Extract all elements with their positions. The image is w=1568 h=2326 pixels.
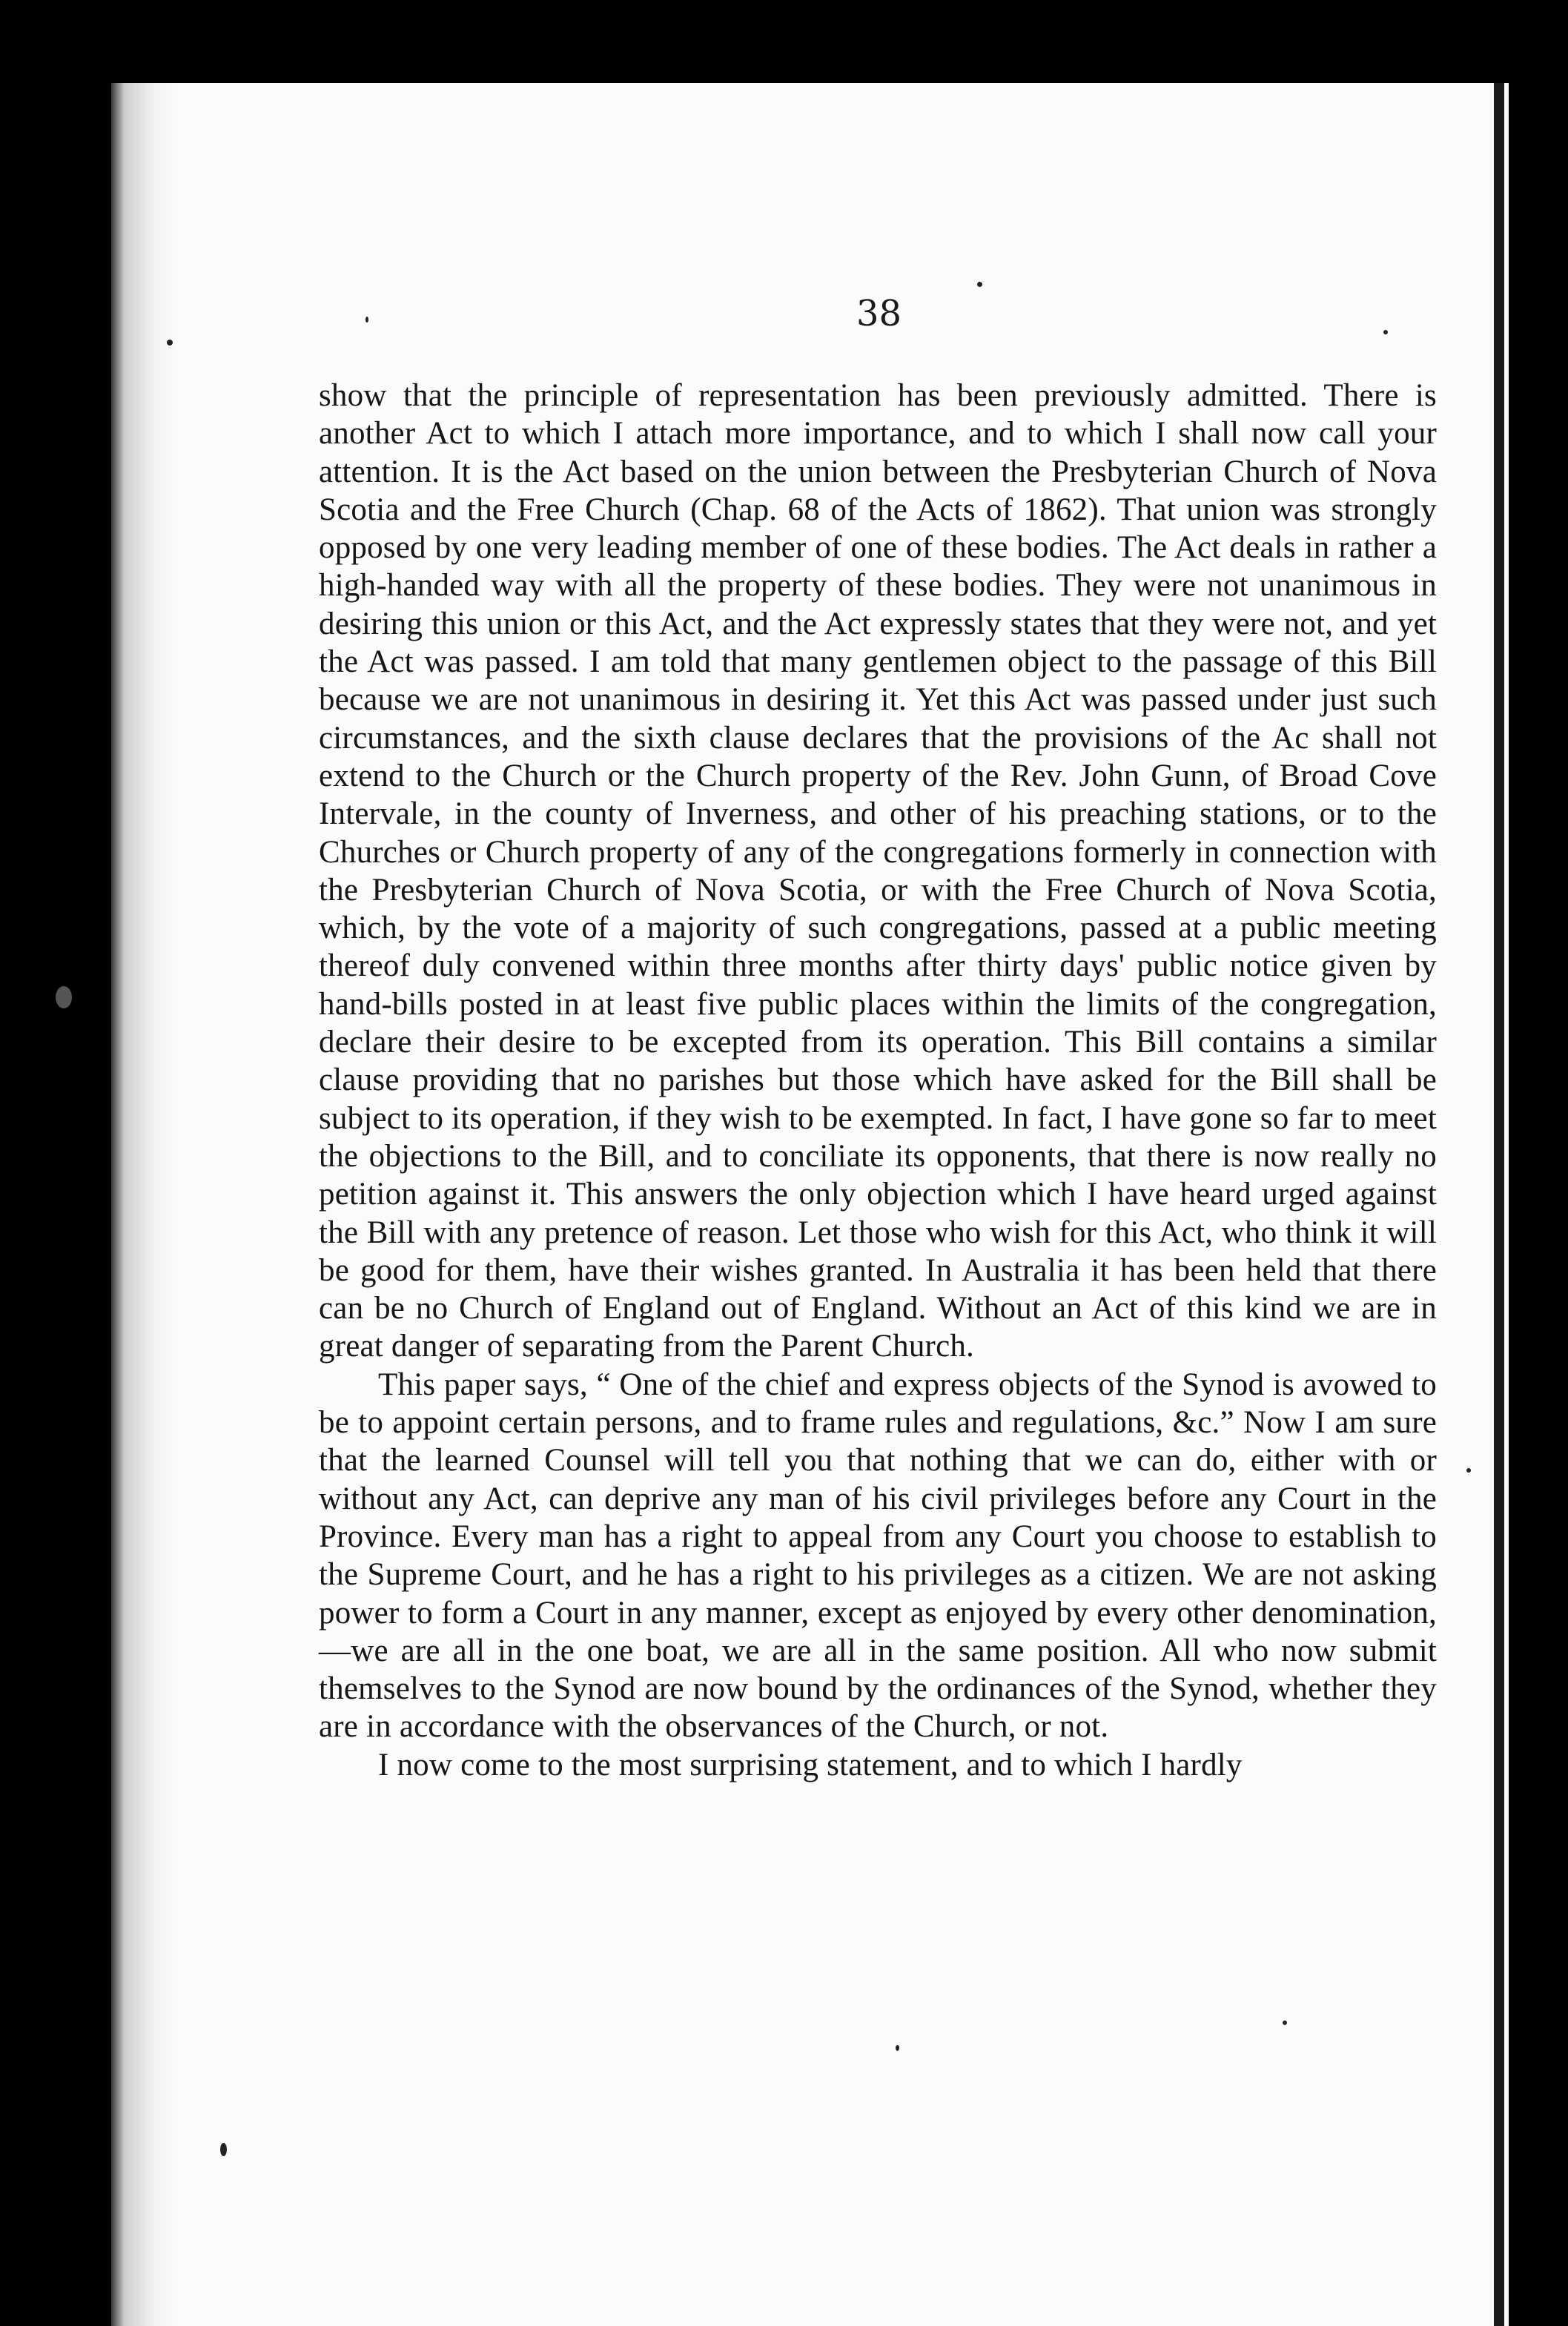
- scan-speck: [896, 2045, 899, 2051]
- paragraph-2: This paper says, “ One of the chief and express objects of the Synod is avowed to be to appoint certain persons, and to frame rules and regulations, &c.” Now I am sure that the learned Counsel will tell you that nothing that we can do, either with or without any Act, can deprive any man of his civil privileges before any Court in the Province. Every man has a right to appeal from any Court you choose to establish to the Supreme Court, and he has a right to his privileges as a citizen. We are not asking power to form a Court in any manner, except as enjoyed by every other denomination,—we are all in the one boat, we are all in the same position. All who now submit themselves to the Synod are now bound by the ordinances of the Synod, whether they are in accordance with the observances of the Church, or not.: [319, 1367, 1437, 1745]
- scan-speck: [220, 2143, 227, 2156]
- scan-border: [1509, 83, 1568, 2326]
- scan-speck: [1466, 1468, 1471, 1473]
- page-gutter-shadow: [111, 83, 178, 2326]
- scan-speck: [167, 340, 173, 346]
- paragraph-1: show that the principle of representation has been previously admitted. There is another Act to which I attach more importance, and to which I shall now call your attention. It is the Act based on the union between the Presbyterian Church of Nova Scotia and the Free Church (Chap. 68 of the Acts of 1862). That union was strongly opposed by one very leading member of one of these bodies. The Act deals in rather a high-handed way with all the property of these bodies. They were not unanimous in desiring this union or this Act, and the Act expressly states that they were not, and yet the Act was passed. I am told that many gentlemen object to the passage of this Bill because we are not unanimous in desiring it. Yet this Act was passed under just such circumstances, and the sixth clause declares that the provisions of the Ac shall not extend to the Church or the Church property of the Rev. John Gunn, of Broad Cove Intervale, in the county of Inverness, and other of his preaching stations, or to the Churches or Church property of any of the congregations formerly in connection with the Presbyterian Church of Nova Scotia, or with the Free Church of Nova Scotia, which, by the vote of a majority of such congregations, passed at a public meeting thereof duly convened within three months after thirty days' public notice given by hand-bills posted in at least five public places within the limits of the congregation, declare their desire to be excepted from its operation. This Bill contains a similar clause providing that no parishes but those which have asked for the Bill shall be subject to its operation, if they wish to be exempted. In fact, I have gone so far to meet the objections to the Bill, and to conciliate its opponents, that there is now really no petition against it. This answers the only objection which I have heard urged against the Bill with any pretence of reason. Let those who wish for this Act, who think it will be good for them, have their wishes granted. In Australia it has been held that there can be no Church of England out of England. Without an Act of this kind we are in great danger of separating from the Parent Church.: [319, 378, 1437, 1364]
- page-edge-shadow: [1494, 83, 1504, 2326]
- scan-speck: [365, 317, 368, 323]
- body-text: [319, 377, 1437, 1784]
- page-number: 38: [856, 293, 902, 334]
- scan-speck: [1283, 2021, 1287, 2025]
- paragraph-3: I now come to the most surprising statement, and to which I hardly: [378, 1747, 1243, 1783]
- scan-speck: [1383, 330, 1388, 334]
- scan-speck: [56, 986, 72, 1008]
- scan-speck: [977, 282, 982, 287]
